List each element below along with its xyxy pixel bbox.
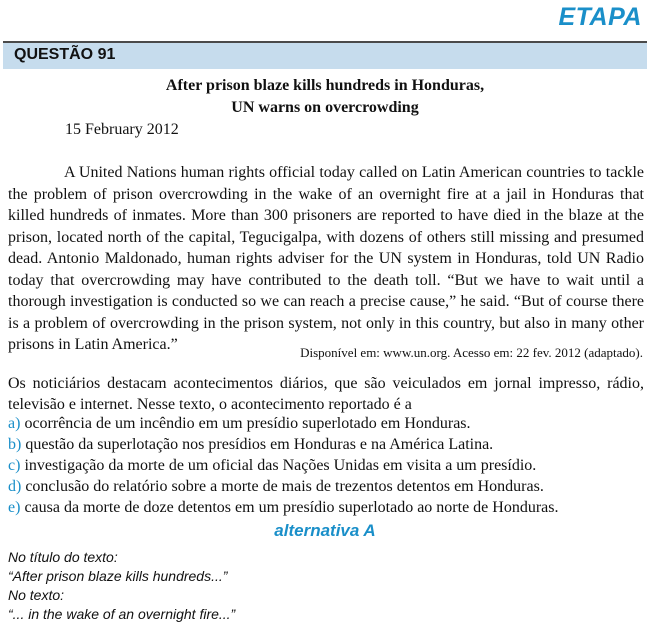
answer-label: alternativa A [274,521,376,540]
explanation-line: “... in the wake of an overnight fire...” [8,606,236,622]
option-e [8,497,644,518]
option-letter: c) [8,457,21,474]
article-title-line-2: UN warns on overcrowding [231,99,419,116]
explanation-line: No texto: [8,587,65,603]
option-letter: b) [8,436,22,453]
question-header-bar [3,41,647,69]
question-stem: Os noticiários destacam acontecimentos diários, que são veiculados em jornal impresso, rádio, televisão e internet. Nesse texto, o acontecimento reportado é a [8,375,644,413]
option-text: ocorrência de um incêndio em um presídio superlotado em Honduras. [24,415,471,432]
option-letter: d) [8,478,22,495]
option-b [8,434,644,455]
option-text: causa da morte de doze detentos em um presídio superlotado ao norte de Honduras. [24,499,559,516]
article-date: 15 February 2012 [65,121,179,138]
explanation-line: “After prison blaze kills hundreds...” [8,568,228,584]
article-title-line-1: After prison blaze kills hundreds in Honduras, [165,77,485,94]
question-number: QUESTÃO 91 [14,46,116,63]
option-d [8,476,644,497]
option-text: investigação da morte de um oficial das Nações Unidas em visita a um presídio. [24,457,537,474]
answer-options [8,413,644,518]
explanation-line: No título do texto: [8,549,118,565]
etapa-logo: ETAPA [558,3,642,31]
option-a [8,413,644,434]
option-text: questão da superlotação nos presídios em Honduras e na América Latina. [25,436,494,453]
option-text: conclusão do relatório sobre a morte de mais de trezentos detentos em Honduras. [25,478,544,495]
answer-explanation [8,548,235,624]
article-source: Disponível em: www.un.org. Acesso em: 22 fev. 2012 (adaptado). [300,345,643,360]
option-c [8,455,644,476]
article-title [0,75,650,119]
article-body: A United Nations human rights official today called on Latin American countries to tackle the problem of prison overcrowding in the wake of an overnight fire at a jail in Honduras that killed hundreds of inmates. More than 300 prisoners are reported to have died in the blaze at the prison, located north of the capital, Tegucigalpa, with dozens of others still missing and presumed dead. Antonio Maldonado, human rights adviser for the UN system in Honduras, told UN Radio today that overcrowding may have contributed to the death toll. “But we have to wait until a thorough investigation is conducted so we can reach a precise cause,” he said. “But of course there is a problem of overcrowding in the prison system, not only in this country, but also in many other prisons in Latin America.” [8,164,644,353]
option-letter: e) [8,499,21,516]
option-letter: a) [8,415,21,432]
